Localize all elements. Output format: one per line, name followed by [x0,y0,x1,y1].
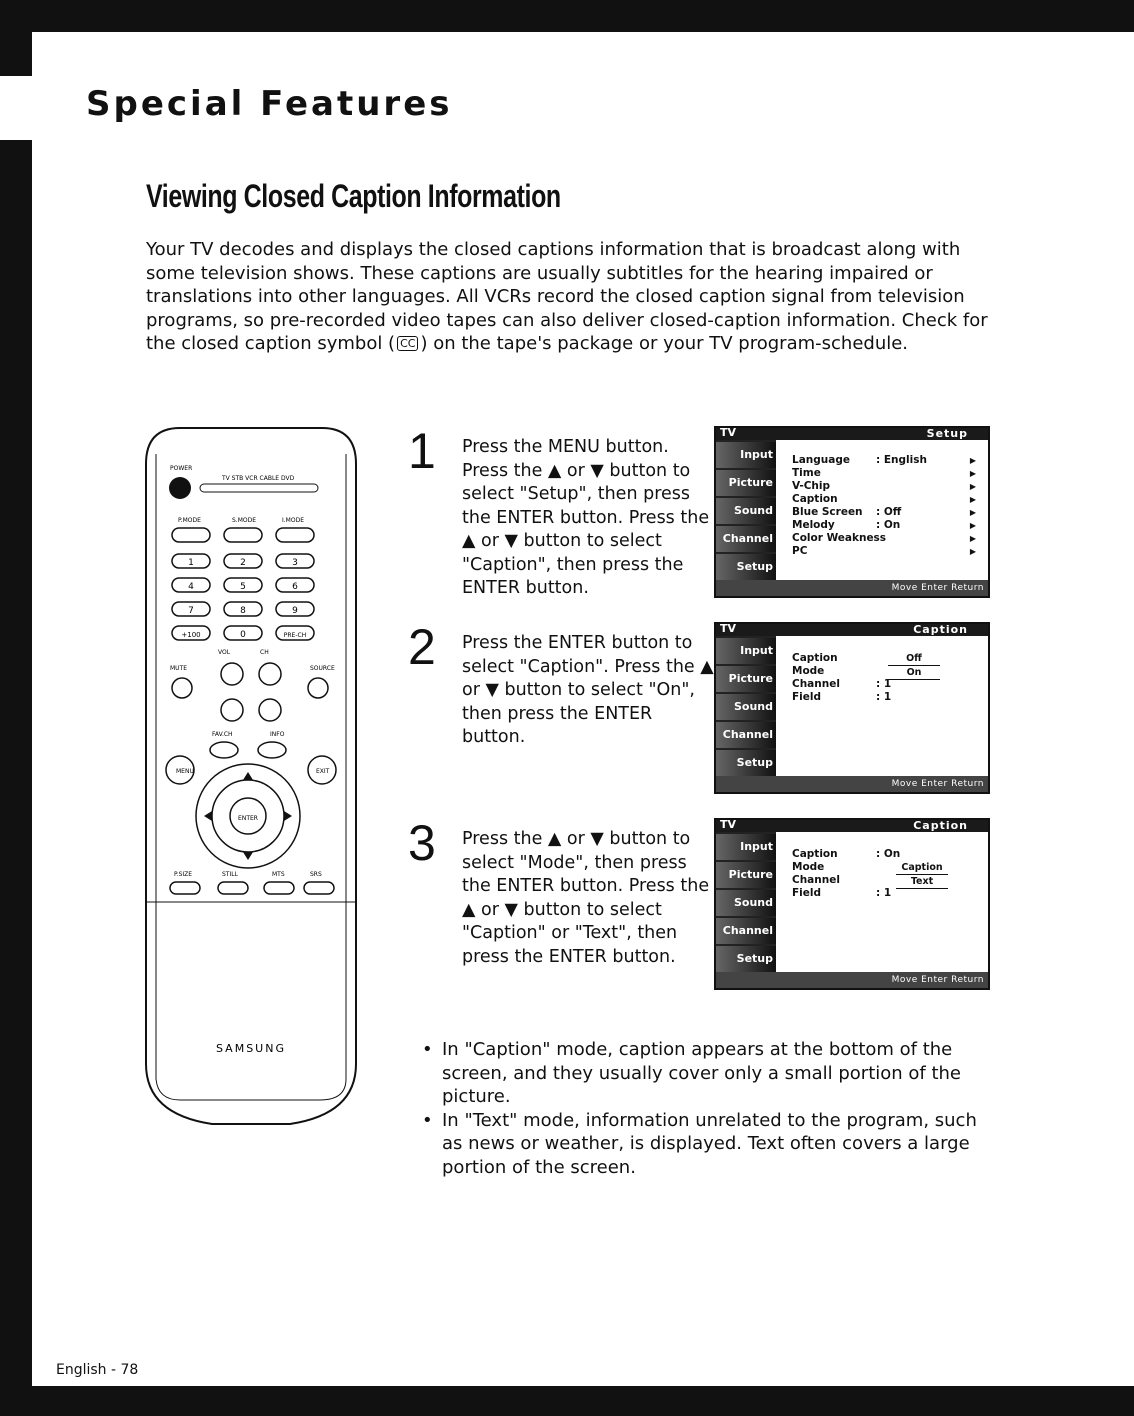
left-border-bar [0,32,32,76]
screen-tv-label: TV [720,426,737,439]
menu-row [792,545,982,558]
menu-row-label: Time [792,467,821,479]
screen-sidebar [716,832,776,974]
menu-row [792,691,982,704]
menu-row-value: : 1 [876,887,892,899]
sidebar-item: Channel [716,526,776,552]
menu-row-value: : 1 [876,678,892,690]
remote-control-drawing [140,424,362,1134]
menu-row-value: : 1 [876,691,892,703]
sidebar-item: Picture [716,666,776,692]
source-labels: TV STB VCR CABLE DVD [222,475,295,482]
digit-key-label: +100 [181,631,201,639]
arrow-right-icon: ▶ [969,547,976,556]
top-border-bar [0,0,1134,32]
arrow-right-icon: ▶ [969,534,976,543]
option-item: On [888,666,940,680]
sidebar-item: Sound [716,694,776,720]
menu-row [792,848,982,861]
menu-row [792,519,982,532]
intro-paragraph [146,238,996,356]
option-dropdown [896,861,948,889]
option-item: Caption [896,861,948,875]
digit-key-label: 7 [188,606,194,616]
screen-bottom-bar: Move Enter Return [716,776,988,792]
menu-row [792,874,982,887]
arrow-right-icon: ▶ [969,482,976,491]
intro-text-end: ) on the tape's package or your TV program-schedule. [420,333,909,354]
menu-row [792,506,982,519]
digit-key-label: 1 [188,558,194,568]
menu-row [792,493,982,506]
menu-row-value: : On [876,519,901,531]
digit-key-label: 9 [292,606,298,616]
digit-key-label: PRE-CH [283,632,307,639]
menu-row-label: Caption [792,848,838,860]
sidebar-item: Sound [716,498,776,524]
sidebar-item: Channel [716,722,776,748]
bottom-key-label: SRS [310,871,322,878]
power-button [169,477,191,499]
screen-title-bar [716,428,988,440]
step-text: Press the ENTER button to select "Caption". Press the ▲ or ▼ button to select "On", then press the ENTER button. [462,633,714,747]
digit-key-label: 6 [292,582,298,592]
digit-key-label: 3 [292,558,298,568]
digit-key-label: 4 [188,582,194,592]
screen-bottom-bar: Move Enter Return [716,972,988,988]
menu-row-label: Color Weakness [792,532,887,544]
screen-title: Setup [926,427,968,440]
menu-row [792,861,982,874]
sidebar-item: Setup [716,946,776,972]
menu-row [792,532,982,545]
step-number: 3 [408,815,436,871]
screen-title: Caption [913,819,968,832]
mode-label: S.MODE [232,517,257,524]
menu-row-label: Field [792,691,822,703]
step-text: Press the MENU button. Press the ▲ or ▼ button to select "Setup", then press the ENTER button. Press the ▲ or ▼ button to select "Caption", then press the ENTER button. [462,437,710,598]
menu-screen-caption-mode [714,818,990,990]
digit-key-label: 0 [240,630,246,640]
screen-title-bar [716,624,988,636]
menu-row-label: V-Chip [792,480,831,492]
menu-row-label: Mode [792,665,825,677]
brand-logo: SAMSUNG [216,1042,286,1055]
source-label: SOURCE [310,665,335,672]
step-text: Press the ▲ or ▼ button to select "Mode", then press the ENTER button. Press the ▲ or ▼ button to select "Caption" or "Text", then press the ENTER button. [462,829,710,967]
sidebar-item: Input [716,442,776,468]
page-title: Special Features [86,84,453,124]
note-item: • In "Text" mode, information unrelated to the program, such as news or weather, is displayed. Text often covers a large portion of the screen. [420,1109,1000,1180]
digit-key-label: 8 [240,606,246,616]
left-border-bar [0,140,32,1386]
section-title: Viewing Closed Caption Information [146,178,561,214]
menu-row-value: : English [876,454,927,466]
power-label: POWER [170,465,193,472]
bottom-border-bar [0,1386,1134,1416]
menu-row-label: Caption [792,652,838,664]
menu-row-label: Language [792,454,850,466]
remote-control-illustration [140,424,362,1134]
digit-key-label: 2 [240,558,246,568]
screen-title-bar [716,820,988,832]
exit-label: EXIT [316,768,330,775]
sidebar-item: Setup [716,750,776,776]
enter-label: ENTER [238,815,258,822]
menu-row [792,652,982,665]
closed-caption-symbol: CC [397,336,418,351]
menu-row [792,454,982,467]
menu-row [792,665,982,678]
menu-screen-setup [714,426,990,598]
sidebar-item: Sound [716,890,776,916]
vol-label: VOL [218,649,231,656]
arrow-right-icon: ▶ [969,521,976,530]
menu-row-label: Blue Screen [792,506,863,518]
screen-tv-label: TV [720,818,737,831]
page-footer: English - 78 [56,1362,139,1378]
screen-tv-label: TV [720,622,737,635]
menu-row-label: Melody [792,519,835,531]
arrow-right-icon: ▶ [969,456,976,465]
step-number: 2 [408,619,436,675]
screen-sidebar [716,440,776,582]
screen-menu-list [792,454,982,558]
mode-label: I.MODE [282,517,304,524]
sidebar-item: Input [716,638,776,664]
fav-ch-label: FAV.CH [212,731,233,738]
menu-row-label: Channel [792,874,840,886]
step-number: 1 [408,423,436,479]
info-label: INFO [270,731,285,738]
menu-row-label: Field [792,887,822,899]
note-item: • In "Caption" mode, caption appears at the bottom of the screen, and they usually cover only a small portion of the picture. [420,1038,1000,1109]
menu-row-label: PC [792,545,808,557]
menu-row [792,467,982,480]
sidebar-item: Input [716,834,776,860]
bottom-key-label: P.SIZE [174,871,193,878]
menu-row-label: Channel [792,678,840,690]
sidebar-item: Setup [716,554,776,580]
arrow-right-icon: ▶ [969,495,976,504]
arrow-right-icon: ▶ [969,508,976,517]
bottom-key-label: MTS [272,871,285,878]
screen-bottom-bar: Move Enter Return [716,580,988,596]
digit-key-label: 5 [240,582,246,592]
menu-row [792,480,982,493]
ch-label: CH [260,649,269,656]
menu-row [792,887,982,900]
menu-row-value: : Off [876,506,902,518]
option-item: Off [888,652,940,666]
mute-label: MUTE [170,665,188,672]
menu-row-label: Mode [792,861,825,873]
intro-text-start: Your TV decodes and displays the closed captions information that is broadcast along with some television shows. These captions are usually subtitles for the hearing impaired or translations into other languages. All VCRs record the closed caption signal from television programs, so pre-recorded video tapes can also deliver closed-caption information. Check for the closed caption symbol ( [146,239,988,354]
option-dropdown [888,652,940,680]
option-item: Text [896,875,948,889]
menu-screen-caption [714,622,990,794]
arrow-right-icon: ▶ [969,469,976,478]
menu-row-value: : On [876,848,901,860]
mode-label: P.MODE [178,517,201,524]
screen-title: Caption [913,623,968,636]
screen-sidebar [716,636,776,778]
menu-row [792,678,982,691]
menu-label: MENU [176,768,194,775]
notes-list [420,1038,1000,1179]
screen-menu-list [792,652,982,704]
sidebar-item: Channel [716,918,776,944]
sidebar-item: Picture [716,470,776,496]
bottom-key-label: STILL [222,871,238,878]
sidebar-item: Picture [716,862,776,888]
screen-menu-list [792,848,982,900]
menu-row-label: Caption [792,493,838,505]
